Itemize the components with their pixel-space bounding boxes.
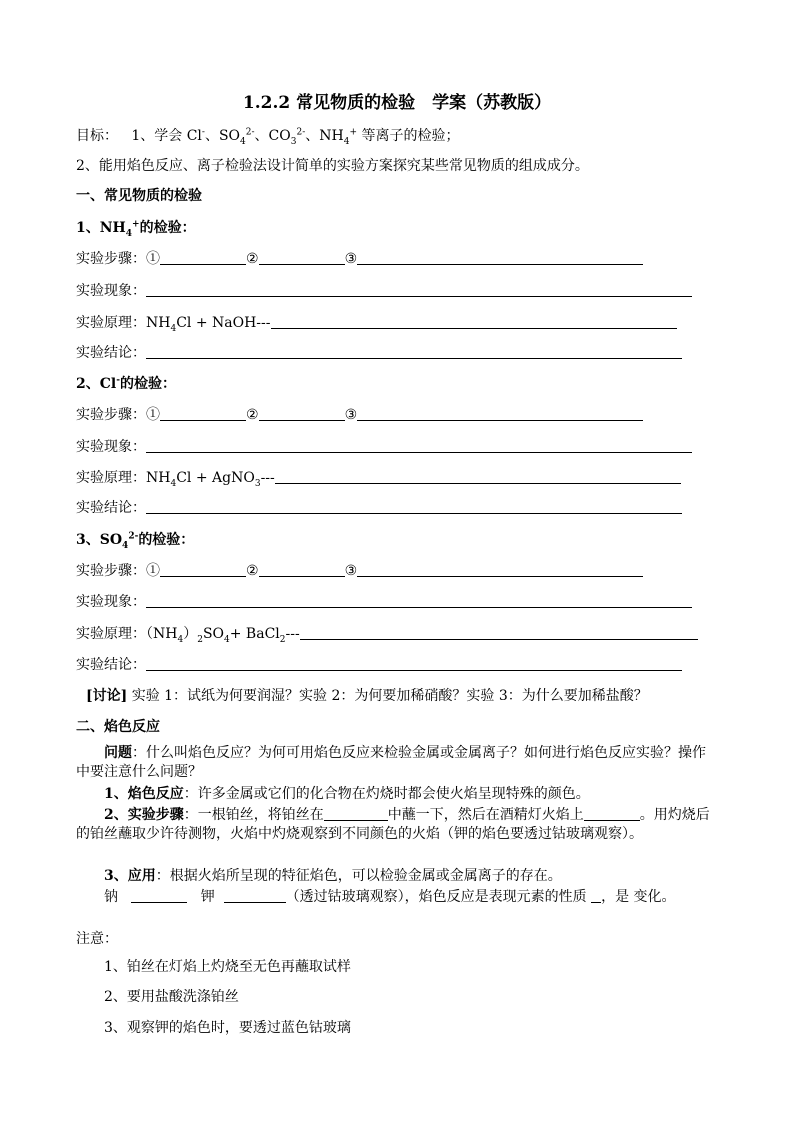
heading-text: 2、Cl — [76, 376, 117, 392]
procedure-paragraph — [76, 806, 716, 844]
discussion-label: [讨论] — [86, 688, 128, 704]
sodium-label: 钠 — [104, 889, 118, 905]
conclusion-label: 实验结论： — [76, 345, 146, 361]
so4-heading — [76, 531, 194, 549]
principle-blank[interactable] — [271, 314, 677, 329]
step-2-marker: ② — [246, 407, 259, 423]
potassium-label: 钾 — [200, 889, 215, 905]
subscript: 4 — [125, 228, 133, 239]
step-2-blank[interactable] — [259, 562, 345, 577]
procedure-text: 。用灼烧后的铂丝蘸取少许待测物，火焰中灼烧观察到不同颜色的火焰（钾的焰色要透过钴玻璃观察）。 — [76, 807, 710, 842]
subscript: 3 — [290, 136, 297, 147]
step-3-marker: ③ — [344, 407, 358, 423]
superscript: + — [132, 219, 140, 230]
step-2-marker: ② — [246, 563, 259, 579]
section-2-heading: 二、焰色反应 — [76, 719, 160, 735]
step-3-blank[interactable] — [357, 562, 643, 577]
notes-label: 注意： — [76, 931, 118, 947]
dip-solution-blank[interactable] — [324, 806, 388, 821]
question-text: ：什么叫焰色反应？为何可用焰色反应来检验金属或金属离子？如何进行焰色反应实验？操作中要注意什么问题？ — [76, 745, 706, 780]
step-1-blank[interactable] — [160, 406, 246, 421]
step-2-blank[interactable] — [259, 406, 345, 421]
goal-1-text: 、SO — [204, 128, 241, 144]
subscript: 4 — [170, 478, 177, 489]
definition-text: ：许多金属或它们的化合物在灼烧时都会使火焰呈现特殊的颜色。 — [183, 786, 590, 802]
superscript: - — [201, 127, 205, 138]
step-2-blank[interactable] — [259, 250, 345, 265]
phenomenon-label: 实验现象： — [76, 283, 146, 299]
goal-1-text: 等离子的检验； — [357, 128, 460, 144]
principle-text: + BaCl — [229, 626, 280, 642]
subscript: 4 — [240, 136, 246, 147]
flame-colors-text: ，是 — [601, 889, 630, 905]
so4-principle-row — [76, 625, 698, 643]
nh4-conclusion-row — [76, 344, 682, 362]
subscript: 4 — [170, 323, 177, 334]
discussion-text: 实验 1：试纸为何要润湿？实验 2：为何要加稀硝酸？实验 3：为什么要加稀盐酸？ — [127, 688, 648, 704]
procedure-text: ：一根铂丝，将铂丝在 — [183, 807, 324, 823]
note-item: 1、铂丝在灯焰上灼烧至无色再蘸取试样 — [104, 959, 351, 975]
so4-phenomenon-row — [76, 593, 692, 611]
discussion-row — [86, 687, 648, 705]
heading-text: 的检验： — [139, 220, 196, 236]
step-3-marker: ③ — [344, 563, 358, 579]
heading-text: 1、NH — [76, 220, 126, 236]
principle-text: SO — [202, 626, 225, 642]
principle-text: --- — [285, 626, 300, 642]
principle-text: Cl + NaOH--- — [176, 315, 271, 331]
principle-text: Cl + AgNO — [176, 470, 255, 486]
principle-blank[interactable] — [300, 625, 698, 640]
note-item: 2、要用盐酸洗涤铂丝 — [104, 989, 239, 1005]
superscript: 2- — [245, 127, 255, 138]
cl-heading — [76, 375, 176, 393]
principle-text: --- — [260, 470, 275, 486]
heading-text: 的检验： — [138, 532, 195, 548]
step-2-marker: ② — [246, 251, 259, 267]
steps-label: 实验步骤：① — [76, 251, 160, 267]
subscript: 4 — [122, 540, 129, 551]
principle-blank[interactable] — [275, 469, 681, 484]
conclusion-blank[interactable] — [146, 344, 682, 359]
step-1-blank[interactable] — [160, 250, 246, 265]
subscript: 2 — [197, 634, 203, 645]
flame-definition-paragraph — [76, 785, 716, 804]
step-3-blank[interactable] — [357, 250, 643, 265]
steps-label: 实验步骤：① — [76, 563, 160, 579]
question-paragraph — [76, 744, 716, 782]
application-label: 3、应用 — [104, 868, 156, 884]
subscript: 2 — [279, 634, 286, 645]
application-text: ：根据火焰所呈现的特征焰色，可以检验金属或金属离子的存在。 — [155, 868, 562, 884]
conclusion-blank[interactable] — [146, 499, 682, 514]
procedure-label: 2、实验步骤 — [104, 807, 184, 823]
cl-phenomenon-row — [76, 438, 692, 456]
heading-text: 的检验： — [119, 376, 176, 392]
property-blank[interactable] — [591, 888, 601, 903]
flame-colors-text: 变化。 — [633, 889, 676, 905]
burn-blank[interactable] — [584, 806, 640, 821]
cl-steps-row — [76, 406, 643, 424]
subscript: 4 — [177, 634, 184, 645]
principle-label: 实验原理：NH — [76, 470, 171, 486]
principle-text: ） — [183, 626, 198, 642]
section-1-heading: 一、常见物质的检验 — [76, 188, 202, 204]
conclusion-label: 实验结论： — [76, 657, 146, 673]
goal-1-text: 、CO — [254, 128, 291, 144]
so4-steps-row — [76, 562, 643, 580]
nh4-heading — [76, 219, 196, 237]
note-item: 3、观察钾的焰色时，要透过蓝色钴玻璃 — [104, 1020, 351, 1036]
conclusion-label: 实验结论： — [76, 500, 146, 516]
cl-principle-row — [76, 469, 681, 487]
superscript: - — [116, 375, 120, 386]
subscript: 4 — [343, 136, 350, 147]
nh4-steps-row — [76, 250, 643, 268]
procedure-text: 中蘸一下，然后在酒精灯火焰上 — [387, 807, 584, 823]
subscript: 4 — [224, 634, 230, 645]
steps-label: 实验步骤：① — [76, 407, 160, 423]
subscript: 3 — [254, 478, 261, 489]
goal-1-text: 、NH — [305, 128, 344, 144]
phenomenon-label: 实验现象： — [76, 594, 146, 610]
flame-colors-paragraph — [76, 888, 716, 907]
goal-line-1 — [76, 127, 459, 145]
nh4-principle-row — [76, 314, 677, 332]
page-title: 1.2.2 常见物质的检验 学案（苏教版） — [242, 93, 552, 113]
goal-line-2: 2、能用焰色反应、离子检验法设计简单的实验方案探究某些常见物质的组成成分。 — [76, 158, 589, 174]
step-3-marker: ③ — [344, 251, 358, 267]
goal-1-text: 1、学会 Cl — [131, 128, 202, 144]
step-1-blank[interactable] — [160, 562, 246, 577]
cl-conclusion-row — [76, 499, 682, 517]
potassium-color-blank[interactable] — [224, 888, 286, 903]
principle-label: 实验原理：NH — [76, 315, 171, 331]
sodium-color-blank[interactable] — [131, 888, 187, 903]
flame-colors-text: （透过钴玻璃观察），焰色反应是表现元素的性质 — [285, 889, 587, 905]
superscript: 2- — [128, 531, 139, 542]
application-paragraph — [76, 867, 716, 886]
conclusion-blank[interactable] — [146, 656, 682, 671]
goals-label: 目标： — [76, 128, 118, 144]
phenomenon-label: 实验现象： — [76, 439, 146, 455]
step-3-blank[interactable] — [357, 406, 643, 421]
superscript: 2- — [296, 127, 306, 138]
definition-label: 1、焰色反应 — [104, 786, 184, 802]
principle-label: 实验原理：（NH — [76, 626, 178, 642]
so4-conclusion-row — [76, 656, 682, 674]
superscript: + — [349, 127, 358, 138]
phenomenon-blank[interactable] — [146, 438, 692, 453]
phenomenon-blank[interactable] — [146, 593, 692, 608]
question-label: 问题 — [104, 745, 132, 761]
heading-text: 3、SO — [76, 532, 123, 548]
nh4-phenomenon-row — [76, 282, 692, 300]
phenomenon-blank[interactable] — [146, 282, 692, 297]
